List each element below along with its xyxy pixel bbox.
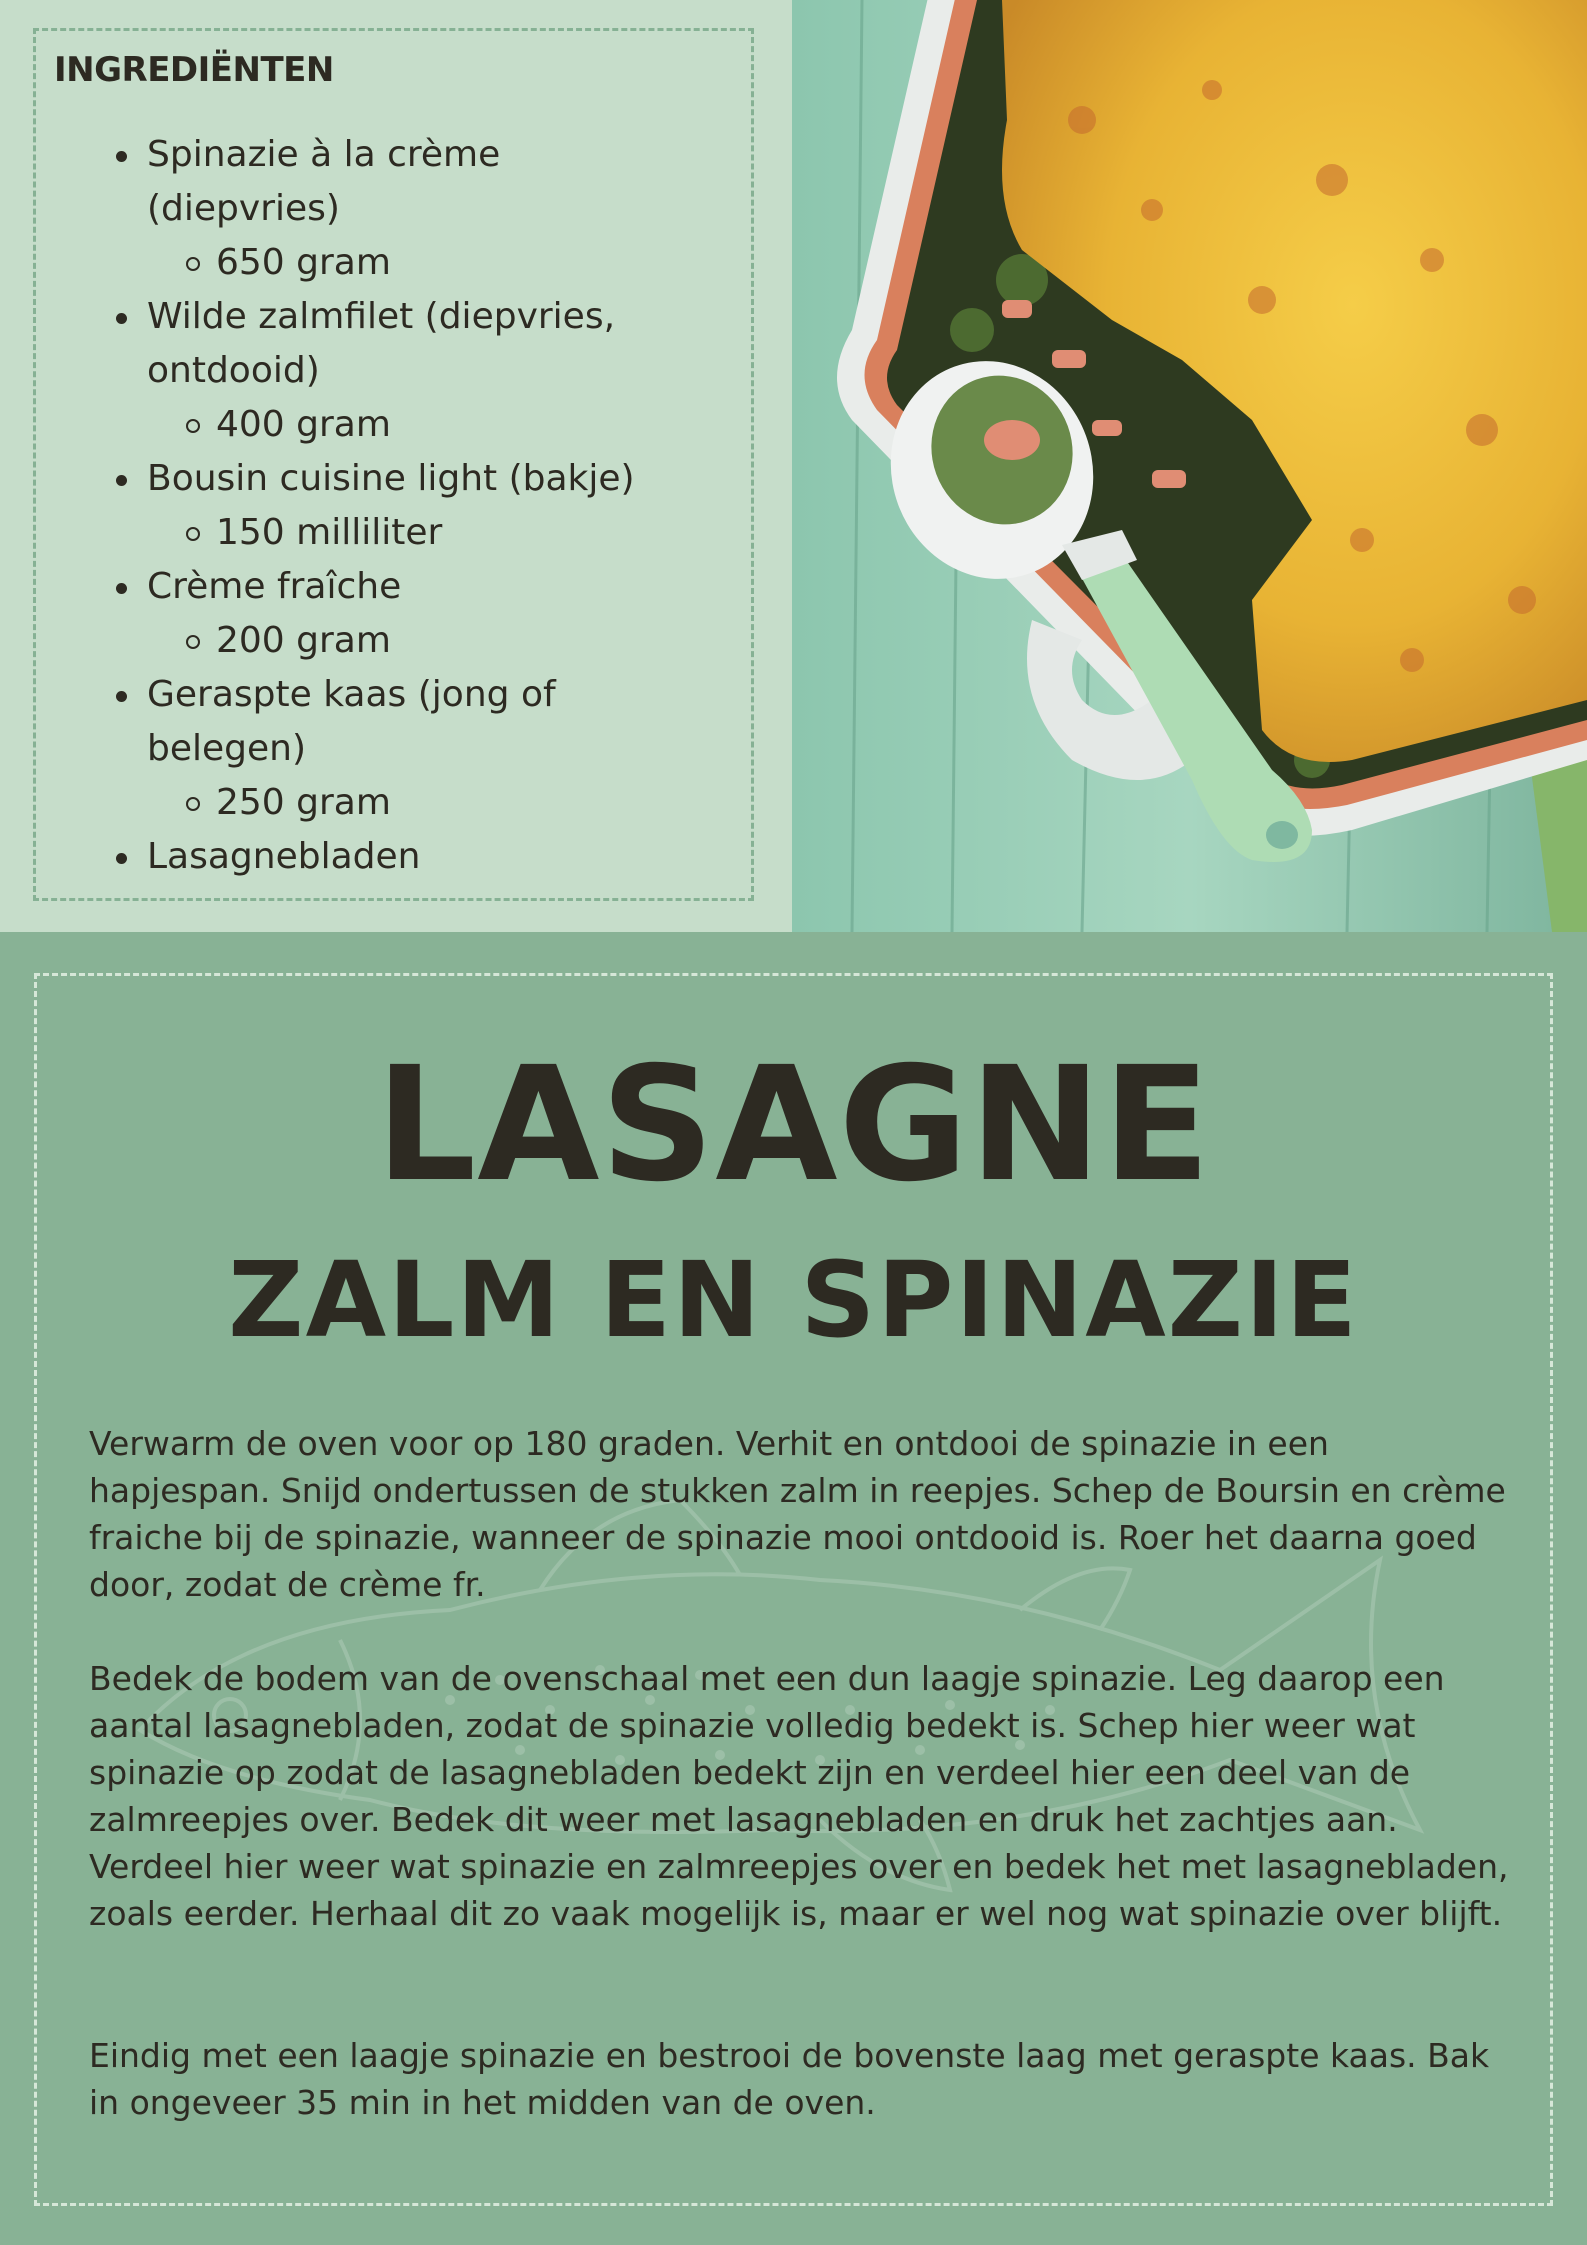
list-item-amount: 150 milliliter xyxy=(54,506,694,560)
instruction-paragraph: Bedek de bodem van de ovenschaal met een dun laagje spinazie. Leg daarop een aantal lasagnebladen, zodat de spinazie volledig bedekt is. Schep hier weer wat spinazie op zodat de lasagnebladen bedekt zijn en verdeel hier een deel van de zalmreepjes over. Bedek dit weer met lasagnebladen en druk het zachtjes aan. Verdeel hier weer wat spinazie en zalmreepjes over en bedek het met lasagnebladen, zoals eerder. Herhaal dit zo vaak mogelijk is, maar er wel nog wat spinazie over blijft. xyxy=(89,1659,1509,1933)
list-item-amount: 400 gram xyxy=(54,398,694,452)
ingredients-list xyxy=(54,128,694,884)
instruction-paragraph: Verwarm de oven voor op 180 graden. Verhit en ontdooi de spinazie in een hapjespan. Snijd ondertussen de stukken zalm in reepjes. Schep de Boursin en crème fraiche bij de spinazie, wanneer de spinazie mooi ontdooid is. Roer het daarna goed door, zodat de crème fr. xyxy=(89,1424,1506,1604)
ingredients-title: INGREDIËNTEN xyxy=(54,50,334,90)
lasagna-dish-photo xyxy=(792,0,1587,932)
list-item-amount: 250 gram xyxy=(54,776,694,830)
list-item-amount: 200 gram xyxy=(54,614,694,668)
recipe-title: LASAGNE xyxy=(375,1033,1212,1217)
list-item: Wilde zalmfilet (diepvries, ontdooid) xyxy=(54,290,694,398)
list-item: Lasagnebladen xyxy=(54,830,694,884)
ingredients-panel xyxy=(0,0,792,932)
list-item: Crème fraîche xyxy=(54,560,694,614)
instruction-paragraph: Eindig met een laagje spinazie en bestrooi de bovenste laag met geraspte kaas. Bak in ongeveer 35 min in het midden van de oven. xyxy=(89,2036,1490,2122)
list-item: Geraspte kaas (jong of belegen) xyxy=(54,668,694,776)
list-item: Spinazie à la crème (diepvries) xyxy=(54,128,694,236)
list-item: Bousin cuisine light (bakje) xyxy=(54,452,694,506)
list-item-amount: 650 gram xyxy=(54,236,694,290)
recipe-subtitle: ZALM EN SPINAZIE xyxy=(228,1239,1359,1361)
